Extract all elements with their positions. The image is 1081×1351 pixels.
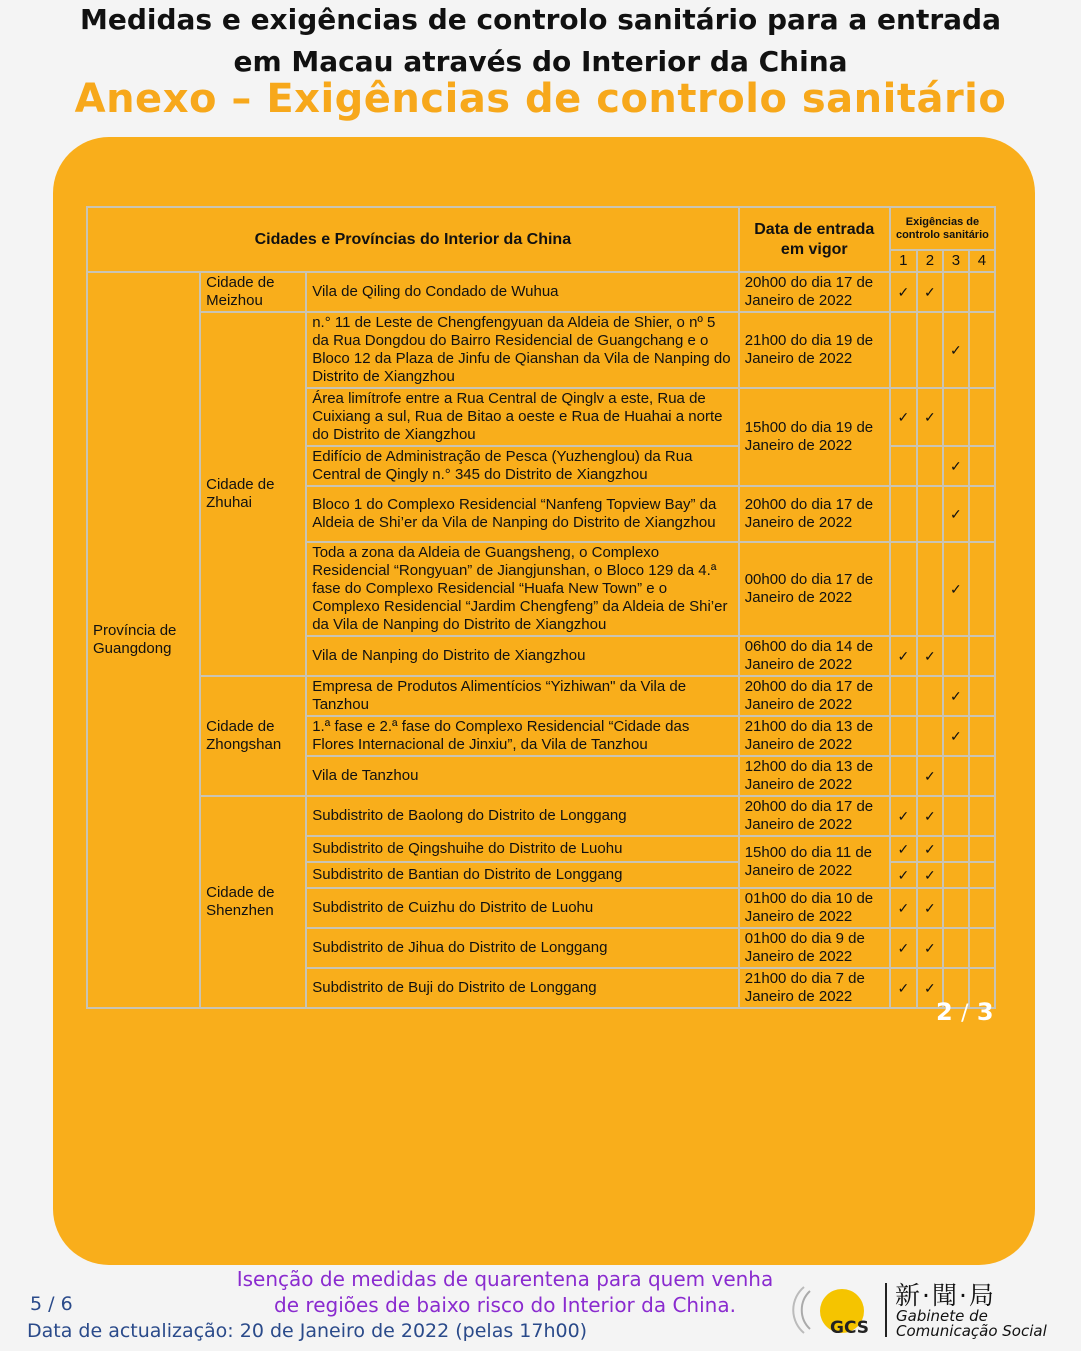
check-mark-icon: ✓ [917, 888, 943, 928]
req-number-1: 1 [890, 250, 917, 272]
date-cell: 20h00 do dia 17 de Janeiro de 2022 [739, 796, 890, 836]
empty-check-cell [917, 716, 943, 756]
date-cell: 00h00 do dia 17 de Janeiro de 2022 [739, 542, 890, 636]
place-cell: 1.ª fase e 2.ª fase do Complexo Residencial “Cidade das Flores Internacional de Jinxiu”, da Vila de Tanzhou [306, 716, 738, 756]
place-cell: Subdistrito de Baolong do Distrito de Longgang [306, 796, 738, 836]
check-mark-icon: ✓ [917, 636, 943, 676]
logo-chinese-name: 新·聞·局 [895, 1281, 996, 1310]
empty-check-cell [969, 486, 995, 542]
empty-check-cell [969, 388, 995, 446]
empty-check-cell [969, 676, 995, 716]
page-total: 3 [976, 998, 994, 1026]
header-places: Cidades e Províncias do Interior da China [87, 207, 739, 272]
header-requirements: Exigências de controlo sanitário [890, 207, 995, 250]
req-number-3: 3 [943, 250, 969, 272]
city-cell-zhuhai: Cidade de Zhuhai [200, 312, 306, 676]
date-cell: 20h00 do dia 17 de Janeiro de 2022 [739, 272, 890, 312]
table-row [87, 272, 995, 312]
place-cell: Vila de Nanping do Distrito de Xiangzhou [306, 636, 738, 676]
logo-name-line-1: Gabinete de [896, 1307, 988, 1325]
date-cell: 01h00 do dia 10 de Janeiro de 2022 [739, 888, 890, 928]
empty-check-cell [969, 928, 995, 968]
empty-check-cell [890, 312, 917, 388]
req-number-4: 4 [969, 250, 995, 272]
page-number: 5 / 6 [30, 1293, 73, 1315]
check-mark-icon: ✓ [890, 388, 917, 446]
page-separator: / [961, 1001, 969, 1026]
check-mark-icon: ✓ [890, 796, 917, 836]
empty-check-cell [890, 486, 917, 542]
logo-portuguese-name [896, 1309, 1047, 1339]
empty-check-cell [917, 542, 943, 636]
place-cell: Subdistrito de Bantian do Distrito de Longgang [306, 862, 738, 888]
date-cell: 20h00 do dia 17 de Janeiro de 2022 [739, 676, 890, 716]
city-cell-meizhou: Cidade de Meizhou [200, 272, 306, 312]
logo-acronym: GCS [830, 1318, 869, 1338]
page-current: 2 [936, 998, 953, 1026]
check-mark-icon: ✓ [917, 756, 943, 796]
date-cell: 12h00 do dia 13 de Janeiro de 2022 [739, 756, 890, 796]
place-cell: Subdistrito de Buji do Distrito de Longgang [306, 968, 738, 1008]
check-mark-icon: ✓ [917, 796, 943, 836]
check-mark-icon: ✓ [890, 862, 917, 888]
main-title-line-1: Medidas e exigências de controlo sanitário para a entrada [79, 3, 1001, 36]
check-mark-icon: ✓ [943, 542, 969, 636]
place-cell: Área limítrofe entre a Rua Central de Qinglv a este, Rua de Cuixiang a sul, Rua de Bitao a oeste e Rua de Huahai a norte do Distrito de Xiangzhou [306, 388, 738, 446]
check-mark-icon: ✓ [917, 388, 943, 446]
empty-check-cell [890, 446, 917, 486]
logo-name-line-2: Comunicação Social [896, 1322, 1047, 1340]
empty-check-cell [890, 676, 917, 716]
place-cell: Bloco 1 do Complexo Residencial “Nanfeng Topview Bay” da Aldeia de Shi’er da Vila de Nanping do Distrito de Xiangzhou [306, 486, 738, 542]
check-mark-icon: ✓ [943, 486, 969, 542]
check-mark-icon: ✓ [917, 862, 943, 888]
req-number-2: 2 [917, 250, 943, 272]
city-cell-shenzhen: Cidade de Shenzhen [200, 796, 306, 1008]
place-cell: Empresa de Produtos Alimentícios “Yizhiwan" da Vila de Tanzhou [306, 676, 738, 716]
date-cell: 01h00 do dia 9 de Janeiro de 2022 [739, 928, 890, 968]
main-title-line-2: em Macau através do Interior da China [233, 45, 848, 78]
empty-check-cell [969, 836, 995, 862]
place-cell: Toda a zona da Aldeia de Guangsheng, o Complexo Residencial “Rongyuan” de Jiangjunshan, o Bloco 129 da 4.ª fase do Complexo Residencial “Huafa New Town” e o Complexo Residencial “Jardim Chengfeng” da Aldeia de Shi’er da Vila de Nanping do Distrito de Xiangzhou [306, 542, 738, 636]
province-cell: Província de Guangdong [87, 272, 200, 1008]
place-cell: Edifício de Administração de Pesca (Yuzhenglou) da Rua Central de Qingly n.° 345 do Distrito de Xiangzhou [306, 446, 738, 486]
header-effective-date: Data de entrada em vigor [739, 207, 890, 272]
empty-check-cell [917, 446, 943, 486]
table-row [87, 312, 995, 388]
city-cell-zhongshan: Cidade de Zhongshan [200, 676, 306, 796]
empty-check-cell [917, 486, 943, 542]
table-row [87, 796, 995, 836]
update-date: Data de actualização: 20 de Janeiro de 2022 (pelas 17h00) [27, 1320, 588, 1342]
place-cell: n.° 11 de Leste de Chengfengyuan da Aldeia de Shier, o nº 5 da Rua Dongdou do Bairro Residencial de Guangchang e o Bloco 12 da Plaza de Jinfu de Qianshan da Vila de Nanping do Distrito de Xiangzhou [306, 312, 738, 388]
empty-check-cell [969, 756, 995, 796]
place-cell: Subdistrito de Cuizhu do Distrito de Luohu [306, 888, 738, 928]
check-mark-icon: ✓ [917, 928, 943, 968]
empty-check-cell [890, 716, 917, 756]
check-mark-icon: ✓ [943, 716, 969, 756]
annex-title: Anexo – Exigências de controlo sanitário [74, 76, 1007, 122]
date-cell: 15h00 do dia 11 de Janeiro de 2022 [739, 836, 890, 888]
table-row [87, 676, 995, 716]
empty-check-cell [917, 676, 943, 716]
empty-check-cell [943, 928, 969, 968]
check-mark-icon: ✓ [890, 836, 917, 862]
empty-check-cell [969, 716, 995, 756]
check-mark-icon: ✓ [890, 272, 917, 312]
place-cell: Subdistrito de Jihua do Distrito de Longgang [306, 928, 738, 968]
empty-check-cell [890, 756, 917, 796]
date-cell: 15h00 do dia 19 de Janeiro de 2022 [739, 388, 890, 486]
empty-check-cell [943, 862, 969, 888]
empty-check-cell [969, 542, 995, 636]
date-cell: 21h00 do dia 19 de Janeiro de 2022 [739, 312, 890, 388]
empty-check-cell [943, 888, 969, 928]
check-mark-icon: ✓ [890, 636, 917, 676]
empty-check-cell [943, 272, 969, 312]
empty-check-cell [969, 312, 995, 388]
sanitary-requirements-table [86, 206, 996, 1009]
check-mark-icon: ✓ [890, 968, 917, 1008]
empty-check-cell [943, 388, 969, 446]
page-indicator [936, 998, 994, 1026]
place-cell: Vila de Qiling do Condado de Wuhua [306, 272, 738, 312]
empty-check-cell [943, 796, 969, 836]
check-mark-icon: ✓ [917, 968, 943, 1008]
place-cell: Vila de Tanzhou [306, 756, 738, 796]
empty-check-cell [969, 862, 995, 888]
check-mark-icon: ✓ [917, 836, 943, 862]
date-cell: 20h00 do dia 17 de Janeiro de 2022 [739, 486, 890, 542]
check-mark-icon: ✓ [890, 928, 917, 968]
empty-check-cell [969, 888, 995, 928]
check-mark-icon: ✓ [943, 676, 969, 716]
empty-check-cell [969, 272, 995, 312]
empty-check-cell [943, 756, 969, 796]
tagline-line-2: de regiões de baixo risco do Interior da China. [274, 1293, 736, 1317]
check-mark-icon: ✓ [917, 272, 943, 312]
empty-check-cell [943, 836, 969, 862]
empty-check-cell [917, 312, 943, 388]
empty-check-cell [943, 636, 969, 676]
check-mark-icon: ✓ [890, 888, 917, 928]
empty-check-cell [890, 542, 917, 636]
check-mark-icon: ✓ [943, 312, 969, 388]
date-cell: 06h00 do dia 14 de Janeiro de 2022 [739, 636, 890, 676]
tagline-line-1: Isenção de medidas de quarentena para quem venha [236, 1267, 774, 1291]
empty-check-cell [969, 636, 995, 676]
date-cell: 21h00 do dia 13 de Janeiro de 2022 [739, 716, 890, 756]
check-mark-icon: ✓ [943, 446, 969, 486]
empty-check-cell [969, 446, 995, 486]
place-cell: Subdistrito de Qingshuihe do Distrito de Luohu [306, 836, 738, 862]
footer-tagline [200, 1266, 810, 1318]
empty-check-cell [969, 796, 995, 836]
date-cell: 21h00 do dia 7 de Janeiro de 2022 [739, 968, 890, 1008]
